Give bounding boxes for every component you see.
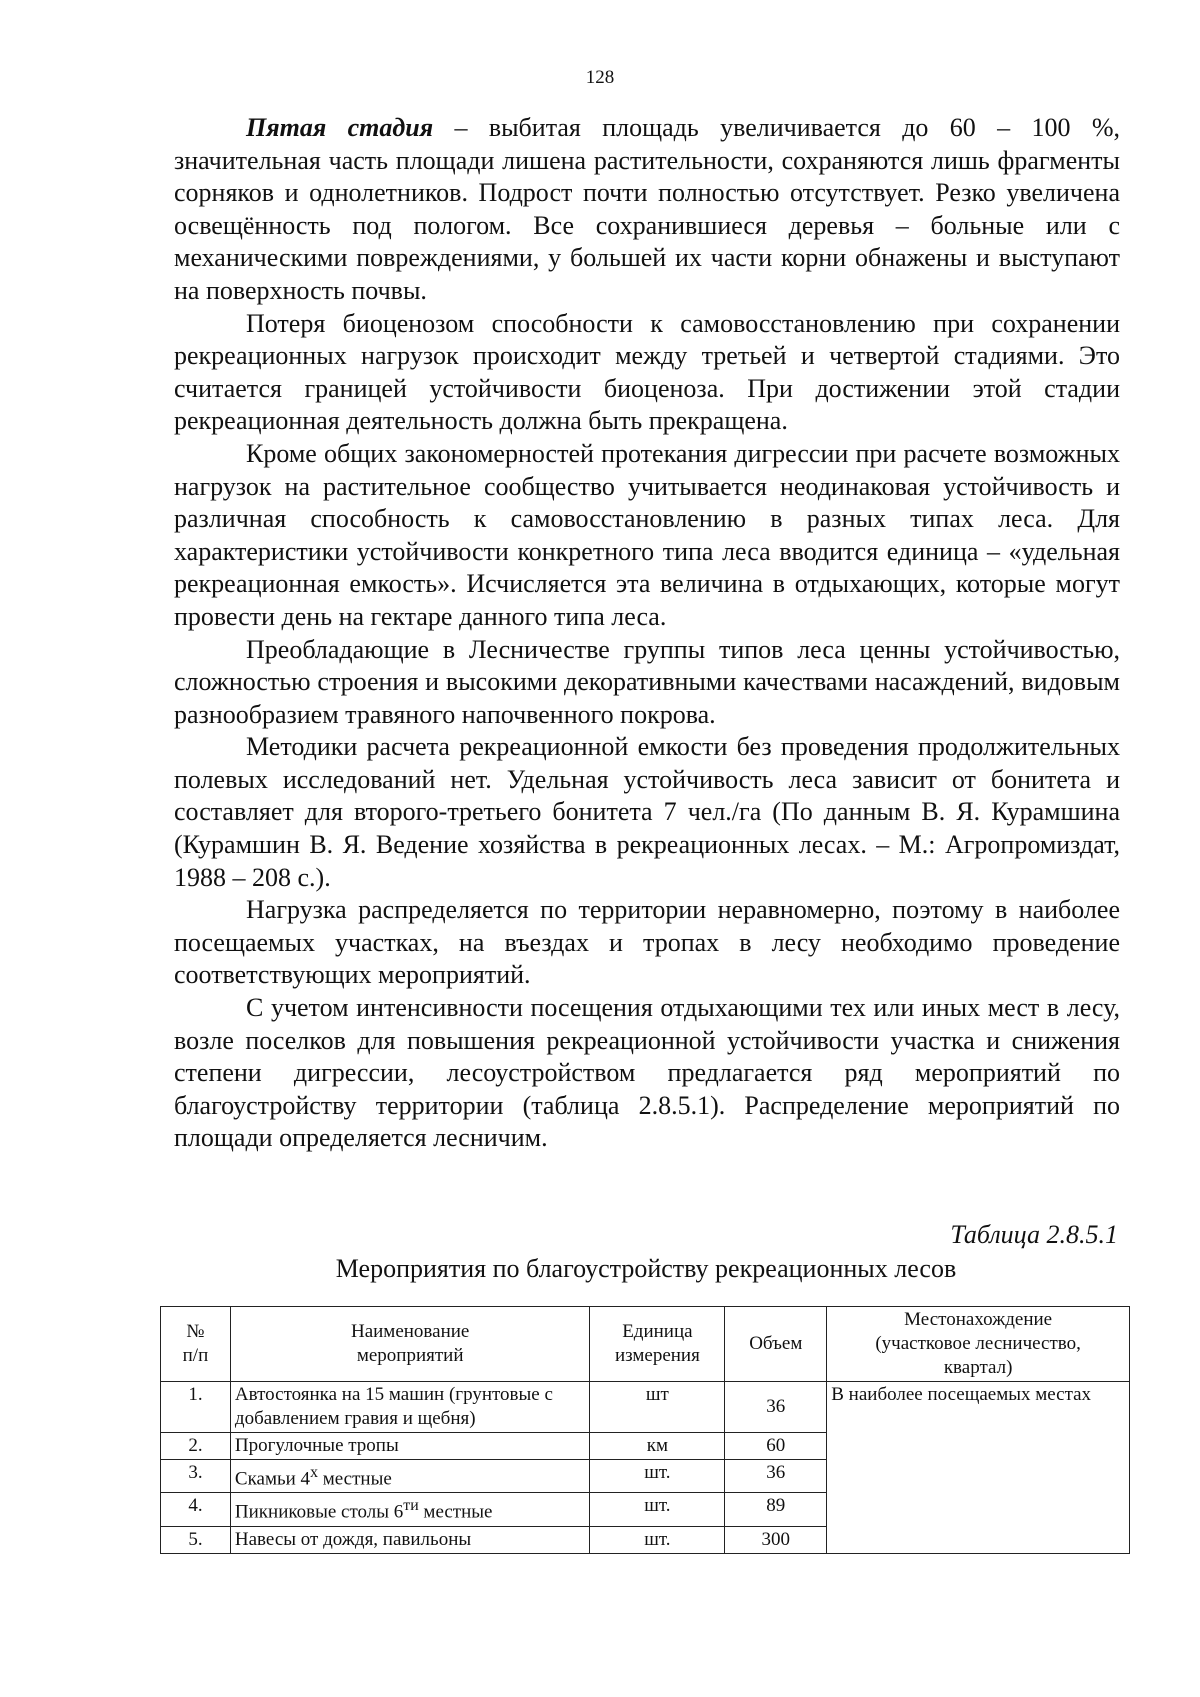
row-name: Скамьи $4^х$ местные (230, 1460, 590, 1493)
row-volume: 89 (725, 1493, 827, 1526)
header-number: № п/п (161, 1307, 231, 1382)
paragraph-1-text: – выбитая площадь увеличивается до 60 – 100 %, значительная часть площади лишена растительности, сохраняются лишь фрагменты сорняков и однолетников. Подрост почти полностью отсутствует. Резко увеличена освещённость под пологом. Все сохранившиеся деревья – больные или с механическими повреждениями, у большей их части корни обнажены и выступают на поверхность почвы. (174, 113, 1120, 305)
row-number: 5. (161, 1526, 231, 1553)
row-location: В наиболее посещаемых местах (827, 1382, 1130, 1554)
row-unit: шт (590, 1382, 725, 1433)
row-volume: 60 (725, 1433, 827, 1460)
paragraph-6: Нагрузка распределяется по территории неравномерно, поэтому в наиболее посещаемых участках, на въездах и тропах в лесу необходимо проведение соответствующих мероприятий. (174, 895, 1120, 990)
page-number: 128 (585, 67, 615, 88)
row-name: Автостоянка на 15 машин (грунтовые с добавлением гравия и щебня) (230, 1382, 590, 1433)
paragraph-1 (174, 112, 1120, 308)
header-location: Местонахождение (участковое лесничество, квартал) (827, 1307, 1130, 1382)
row-name: Навесы от дождя, павильоны (230, 1526, 590, 1553)
row-number: 3. (161, 1460, 231, 1493)
row-volume: 36 (725, 1382, 827, 1433)
table-header-row (161, 1307, 1130, 1382)
paragraph-2: Потеря биоценозом способности к самовосстановлению при сохранении рекреационных нагрузок происходит между третьей и четвертой стадиями. Это считается границей устойчивости биоценоза. При достижении этой стадии рекреационная деятельность должна быть прекращена. (174, 308, 1120, 436)
paragraph-5: Методики расчета рекреационной емкости без проведения продолжительных полевых исследований нет. Удельная устойчивость леса зависит от бонитета и составляет для второго-третьего бонитета 7 чел./га (По данным В. Я. Курамшина (Курамшин В. Я. Ведение хозяйства в рекреационных лесах. – М.: Агропромиздат, 1988 – 208 с.). (174, 732, 1120, 892)
header-unit: Единица измерения (590, 1307, 725, 1382)
row-volume: 36 (725, 1460, 827, 1493)
paragraph-7: С учетом интенсивности посещения отдыхающими тех или иных мест в лесу, возле поселков для повышения рекреационной устойчивости участка и снижения степени дигрессии, лесоустройством предлагается ряд мероприятий по благоустройству территории (таблица 2.8.5.1). Распределение мероприятий по площади определяется лесничим. (174, 993, 1120, 1153)
row-volume: 300 (725, 1526, 827, 1553)
measures-table (160, 1306, 1130, 1554)
row-number: 2. (161, 1433, 231, 1460)
table-caption: Таблица 2.8.5.1 (950, 1220, 1118, 1249)
paragraph-3: Кроме общих закономерностей протекания дигрессии при расчете возможных нагрузок на растительное сообщество учитывается неодинаковая устойчивость и различная способность к самовосстановлению в разных типах леса. Для характеристики устойчивости конкретного типа леса вводится единица – «удельная рекреационная емкость». Исчисляется эта величина в отдыхающих, которые могут провести день на гектаре данного типа леса. (174, 438, 1120, 631)
row-unit: км (590, 1433, 725, 1460)
row-name: Прогулочные тропы (230, 1433, 590, 1460)
row-unit: шт. (590, 1460, 725, 1493)
header-name: Наименование мероприятий (230, 1307, 590, 1382)
row-name: Пикниковые столы $6^{ти}$ местные (230, 1493, 590, 1526)
paragraph-lead-term: Пятая стадия (246, 113, 434, 142)
row-number: 1. (161, 1382, 231, 1433)
row-number: 4. (161, 1493, 231, 1526)
paragraph-4: Преобладающие в Лесничестве группы типов леса ценны устойчивостью, сложностью строения и высокими декоративными качествами насаждений, видовым разнообразием травяного напочвенного покрова. (174, 634, 1120, 729)
row-unit: шт. (590, 1526, 725, 1553)
header-volume: Объем (725, 1307, 827, 1382)
row-unit: шт. (590, 1493, 725, 1526)
body-text (174, 112, 1120, 1155)
table-title: Мероприятия по благоустройству рекреационных лесов (335, 1254, 957, 1283)
table-row (161, 1382, 1130, 1433)
